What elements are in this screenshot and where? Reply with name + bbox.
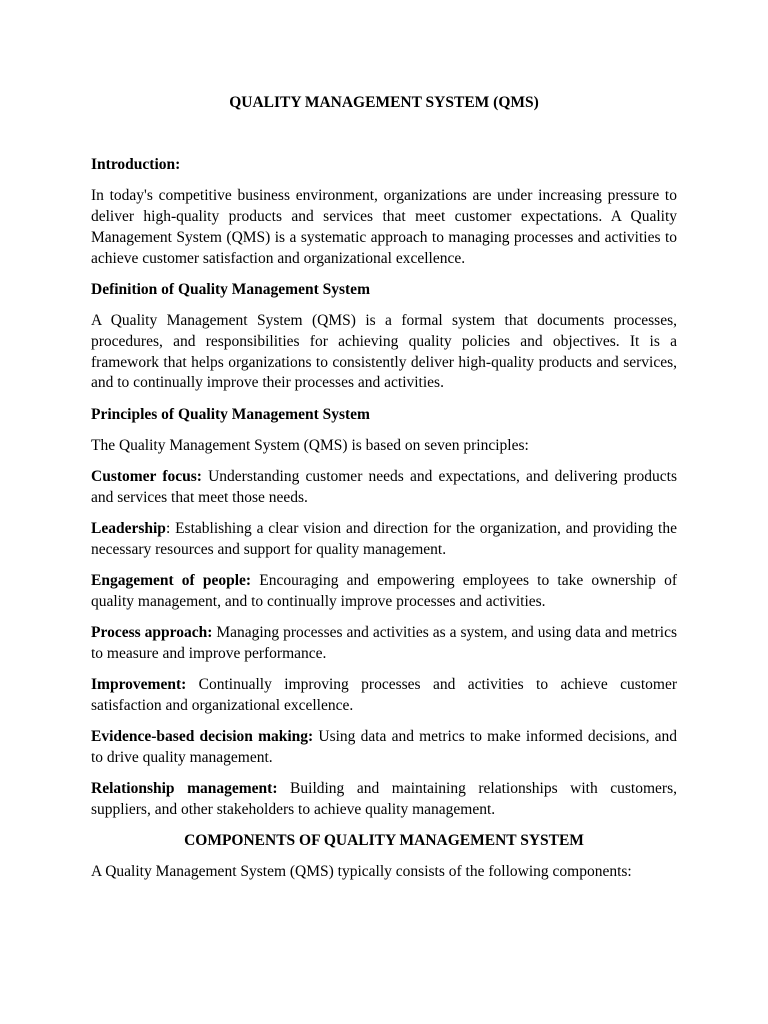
principle-text: Continually improving processes and activities to achieve customer satisfaction and organizational excellence. bbox=[91, 675, 677, 714]
principle-item bbox=[91, 779, 677, 821]
principle-item bbox=[91, 467, 677, 509]
principle-item bbox=[91, 623, 677, 665]
principle-term: Leadership bbox=[91, 519, 166, 537]
principle-text: : Establishing a clear vision and direction for the organization, and providing the necessary resources and support for quality management. bbox=[91, 519, 677, 558]
principle-text: Building and maintaining relationships with customers, suppliers, and other stakeholders to achieve quality management. bbox=[91, 779, 677, 818]
components-intro: A Quality Management System (QMS) typically consists of the following components: bbox=[91, 862, 632, 880]
principle-term: Evidence-based decision making: bbox=[91, 727, 314, 745]
principle-item bbox=[91, 675, 677, 717]
principle-item bbox=[91, 571, 677, 613]
document-body bbox=[91, 155, 677, 893]
principle-item bbox=[91, 727, 677, 769]
definition-paragraph: A Quality Management System (QMS) is a formal system that documents processes, procedures, and responsibilities for achieving quality policies and objectives. It is a framework that helps organizations to consistently deliver high-quality products and services, and to continually improve their processes and activities. bbox=[91, 311, 677, 392]
principle-text: Understanding customer needs and expectations, and delivering products and services that meet those needs. bbox=[91, 467, 677, 506]
principle-term: Engagement of people: bbox=[91, 571, 252, 589]
principle-text: Managing processes and activities as a system, and using data and metrics to measure and improve performance. bbox=[91, 623, 677, 662]
principles-intro: The Quality Management System (QMS) is based on seven principles: bbox=[91, 436, 529, 454]
principle-text: Encouraging and empowering employees to take ownership of quality management, and to continually improve processes and activities. bbox=[91, 571, 677, 610]
principles-heading: Principles of Quality Management System bbox=[91, 405, 370, 423]
intro-heading: Introduction: bbox=[91, 156, 181, 173]
principle-text: Using data and metrics to make informed decisions, and to drive quality management. bbox=[91, 727, 677, 766]
principle-item bbox=[91, 519, 677, 561]
definition-heading: Definition of Quality Management System bbox=[91, 280, 370, 298]
principle-term: Customer focus: bbox=[91, 467, 202, 485]
principle-term: Improvement: bbox=[91, 675, 187, 693]
principle-term: Relationship management: bbox=[91, 779, 278, 797]
principle-term: Process approach: bbox=[91, 623, 213, 641]
document-title: QUALITY MANAGEMENT SYSTEM (QMS) bbox=[229, 94, 539, 111]
components-heading: COMPONENTS OF QUALITY MANAGEMENT SYSTEM bbox=[184, 831, 584, 849]
intro-paragraph: In today's competitive business environment, organizations are under increasing pressure to deliver high-quality products and services that meet customer expectations. A Quality Management System (QMS) is a systematic approach to managing processes and activities to achieve customer satisfaction and organizational excellence. bbox=[91, 187, 677, 267]
